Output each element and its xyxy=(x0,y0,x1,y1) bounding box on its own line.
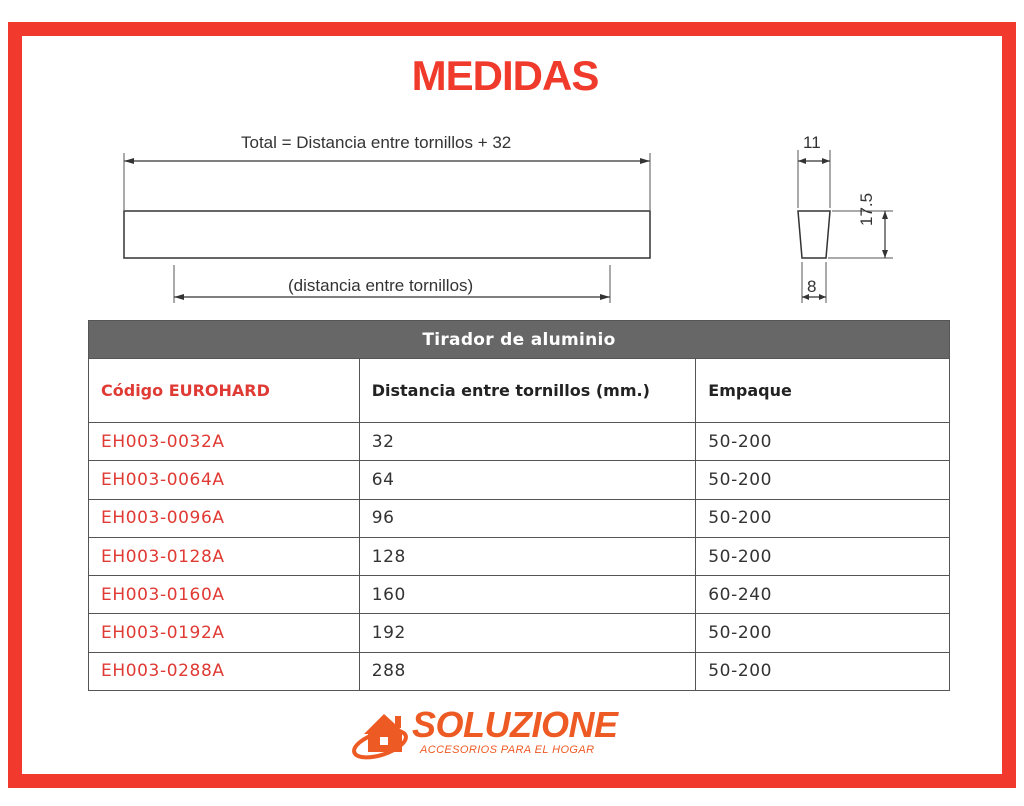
column-header-code: Código EUROHARD xyxy=(89,359,360,423)
cell-code: EH003-0160A xyxy=(89,576,360,614)
cell-packaging: 50-200 xyxy=(696,423,950,461)
cell-code: EH003-0032A xyxy=(89,423,360,461)
column-header-distance: Distancia entre tornillos (mm.) xyxy=(359,359,696,423)
cell-distance: 192 xyxy=(359,614,696,652)
table-row xyxy=(89,537,950,575)
product-table xyxy=(88,320,950,691)
table-row xyxy=(89,461,950,499)
bottom-width-label: 8 xyxy=(807,277,817,296)
cell-code: EH003-0096A xyxy=(89,499,360,537)
cell-distance: 64 xyxy=(359,461,696,499)
cell-code: EH003-0128A xyxy=(89,537,360,575)
cell-distance: 160 xyxy=(359,576,696,614)
arrow-right-icon xyxy=(640,158,650,164)
height-label: 17.5 xyxy=(857,192,876,226)
arrow-left-icon xyxy=(798,158,806,164)
brand-name: SOLUZIONE xyxy=(412,704,618,745)
cell-packaging: 50-200 xyxy=(696,499,950,537)
table-row xyxy=(89,499,950,537)
brand-tagline: ACCESORIOS PARA EL HOGAR xyxy=(420,744,595,756)
cell-packaging: 50-200 xyxy=(696,461,950,499)
table-row xyxy=(89,576,950,614)
screw-distance-label: (distancia entre tornillos) xyxy=(288,276,474,295)
arrow-right-icon xyxy=(600,294,610,300)
arrow-down-icon xyxy=(882,250,888,258)
cell-code: EH003-0192A xyxy=(89,614,360,652)
cell-code: EH003-0064A xyxy=(89,461,360,499)
column-header-packaging: Empaque xyxy=(696,359,950,423)
cell-distance: 288 xyxy=(359,652,696,690)
dimension-diagram xyxy=(0,0,1024,320)
arrow-up-icon xyxy=(882,211,888,219)
cell-packaging: 50-200 xyxy=(696,652,950,690)
handle-side-view xyxy=(124,211,650,258)
arrow-right-icon xyxy=(819,294,826,300)
table-caption: Tirador de aluminio xyxy=(89,321,950,359)
total-length-label: Total = Distancia entre tornillos + 32 xyxy=(241,133,512,152)
cell-packaging: 50-200 xyxy=(696,614,950,652)
cell-packaging: 60-240 xyxy=(696,576,950,614)
table-row xyxy=(89,423,950,461)
arrow-left-icon xyxy=(174,294,184,300)
table-row xyxy=(89,652,950,690)
table-row xyxy=(89,614,950,652)
profile-cross-section xyxy=(798,211,830,258)
cell-distance: 32 xyxy=(359,423,696,461)
top-width-label: 11 xyxy=(803,133,821,152)
cell-packaging: 50-200 xyxy=(696,537,950,575)
diagram-drawing xyxy=(0,0,1024,320)
cell-distance: 128 xyxy=(359,537,696,575)
brand-logo xyxy=(350,700,650,770)
arrow-left-icon xyxy=(124,158,134,164)
cell-code: EH003-0288A xyxy=(89,652,360,690)
arrow-right-icon xyxy=(822,158,830,164)
page-title: MEDIDAS xyxy=(411,52,599,99)
cell-distance: 96 xyxy=(359,499,696,537)
